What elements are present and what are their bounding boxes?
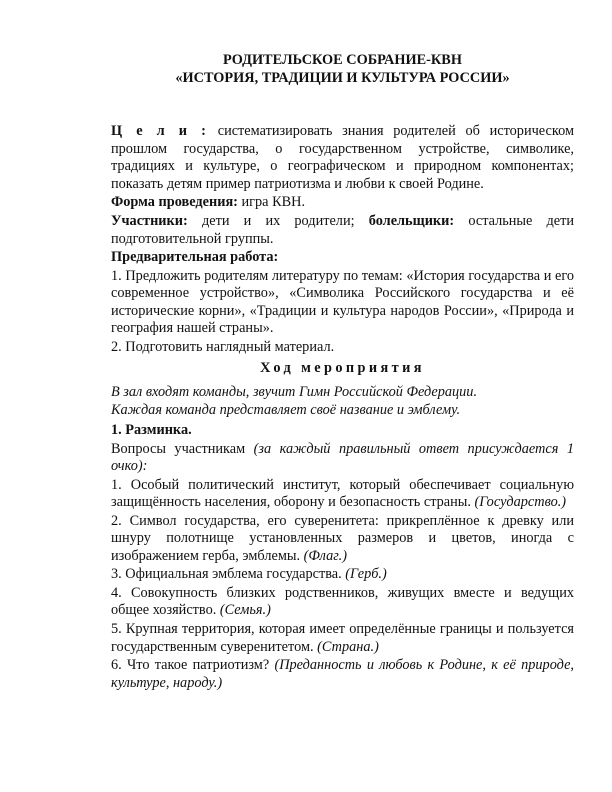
questions-note: (за каждый правильный ответ присуждается 1 очко): bbox=[111, 440, 575, 475]
intro-line-2: Каждая команда представляет своё название и эмблему. bbox=[111, 402, 461, 419]
form-text: игра КВН. bbox=[241, 194, 306, 211]
document-title bbox=[111, 52, 574, 87]
answer-6: (Преданность и любовь к Родине, к её природе, культуре, народу.) bbox=[111, 656, 574, 691]
form-paragraph bbox=[111, 194, 574, 212]
warmup-heading: 1. Разминка. bbox=[111, 422, 192, 439]
goals-label: Ц е л и : bbox=[111, 123, 209, 140]
fans-label: болельщики: bbox=[368, 212, 455, 229]
question-1: 1. Особый политический институт, который обеспечивает социальную защищённость населения, оборону и безопасность страны. (Государство.) bbox=[111, 476, 574, 511]
participants-text: дети и их родители; bbox=[201, 212, 355, 229]
answer-5: (Страна.) bbox=[317, 638, 379, 655]
prep-item-1: 1. Предложить родителям литературу по темам: «История государства и его современное устройство», «Символика Российского государства и её исторические корни», «Традиции и культура народов России», «Природа и география нашей страны». bbox=[111, 267, 574, 337]
intro-line-1: В зал входят команды, звучит Гимн Российской Федерации. bbox=[111, 383, 478, 400]
question-3: 3. Официальная эмблема государства. (Герб.) bbox=[111, 566, 387, 583]
title-line-1: РОДИТЕЛЬСКОЕ СОБРАНИЕ-КВН bbox=[223, 52, 462, 68]
prep-heading bbox=[111, 249, 574, 267]
question-5: 5. Крупная территория, которая имеет определённые границы и пользуется государственным суверенитетом. (Страна.) bbox=[111, 620, 574, 655]
participants-label: Участники: bbox=[111, 212, 188, 229]
title-line-2: «ИСТОРИЯ, ТРАДИЦИИ И КУЛЬТУРА РОССИИ» bbox=[175, 69, 510, 86]
answer-4: (Семья.) bbox=[219, 602, 271, 619]
questions-label: Вопросы участникам bbox=[111, 440, 246, 457]
answer-1: (Государство.) bbox=[474, 494, 567, 511]
question-4: 4. Совокупность близких родственников, живущих вместе и ведущих общее хозяйство. (Семья.) bbox=[111, 584, 574, 619]
prep-label: Предварительная работа: bbox=[111, 249, 279, 266]
question-2: 2. Символ государства, его суверенитета: прикреплённое к древку или шнуру полотнище установленных размеров и цветов, иногда с изображением герба, эмблемы. (Флаг.) bbox=[111, 512, 574, 564]
fans-text: остальные дети подготовительной группы. bbox=[111, 212, 575, 247]
answer-3: (Герб.) bbox=[345, 566, 387, 583]
form-label: Форма проведения: bbox=[111, 194, 238, 211]
question-6: 6. Что такое патриотизм? (Преданность и любовь к Родине, к её природе, культуре, народу.) bbox=[111, 656, 574, 691]
participants-paragraph bbox=[111, 213, 574, 248]
course-heading: Ход мероприятия bbox=[260, 360, 425, 377]
goals-text: систематизировать знания родителей об историческом прошлом государства, о государственном устройстве, символике, традициях и культуре, о географическом и природном компонентах; показать детям пример патриотизма и любви к своей Родине. bbox=[111, 123, 574, 192]
questions-intro bbox=[111, 441, 574, 476]
goals-paragraph bbox=[111, 123, 574, 193]
answer-2: (Флаг.) bbox=[303, 547, 347, 564]
prep-item-2: 2. Подготовить наглядный материал. bbox=[111, 338, 335, 355]
